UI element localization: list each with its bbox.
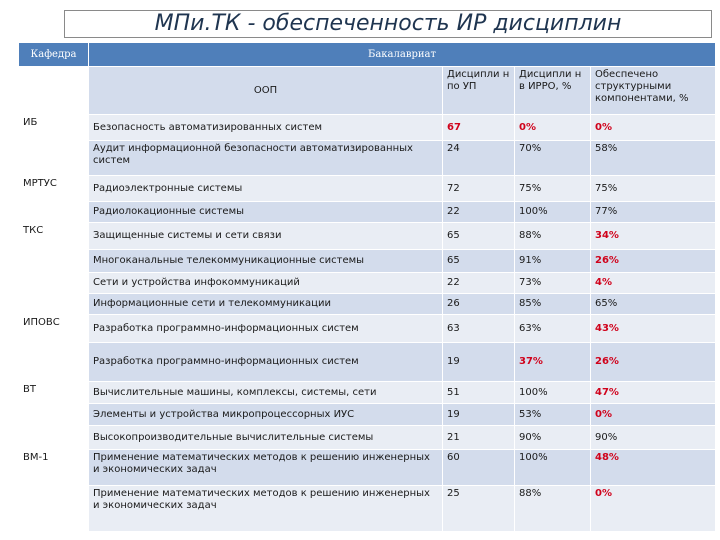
dept-cell: ИБ xyxy=(19,115,89,141)
value-cell: 85% xyxy=(515,294,591,315)
value-cell: 75% xyxy=(591,176,716,202)
value-cell: 88% xyxy=(515,223,591,250)
oop-cell: Сети и устройства инфокоммуникаций xyxy=(89,273,443,294)
oop-cell: Разработка программно-информационных систем xyxy=(89,315,443,343)
table-row xyxy=(19,343,716,382)
value-cell: 19 xyxy=(443,343,515,382)
table-row xyxy=(19,141,716,176)
table-row xyxy=(19,176,716,202)
oop-cell: Многоканальные телекоммуникационные системы xyxy=(89,250,443,273)
value-cell: 63 xyxy=(443,315,515,343)
table-row xyxy=(19,486,716,532)
value-cell: 77% xyxy=(591,202,716,223)
header-col1: Дисципли н по УП xyxy=(443,67,515,115)
value-cell: 70% xyxy=(515,141,591,176)
value-cell: 60 xyxy=(443,450,515,486)
oop-cell: Радиолокационные системы xyxy=(89,202,443,223)
oop-cell: Радиоэлектронные системы xyxy=(89,176,443,202)
table-row xyxy=(19,202,716,223)
value-cell: 19 xyxy=(443,404,515,426)
header-col2: Дисципли н в ИРРО, % xyxy=(515,67,591,115)
value-cell: 90% xyxy=(591,426,716,450)
table-row xyxy=(19,426,716,450)
value-cell: 51 xyxy=(443,382,515,404)
value-cell: 63% xyxy=(515,315,591,343)
value-cell: 65 xyxy=(443,223,515,250)
dept-cell xyxy=(19,273,89,294)
value-cell: 67 xyxy=(443,115,515,141)
value-cell: 34% xyxy=(591,223,716,250)
value-cell: 48% xyxy=(591,450,716,486)
table-row xyxy=(19,223,716,250)
header-col3: Обеспечено структурными компонентами, % xyxy=(591,67,716,115)
oop-cell: Информационные сети и телекоммуникации xyxy=(89,294,443,315)
value-cell: 26 xyxy=(443,294,515,315)
value-cell: 26% xyxy=(591,250,716,273)
header-oop: ООП xyxy=(89,67,443,115)
oop-cell: Разработка программно-информационных систем xyxy=(89,343,443,382)
table-row xyxy=(19,294,716,315)
value-cell: 72 xyxy=(443,176,515,202)
table-row xyxy=(19,315,716,343)
value-cell: 90% xyxy=(515,426,591,450)
oop-cell: Применение математических методов к решению инженерных и экономических задач xyxy=(89,486,443,532)
table-row xyxy=(19,250,716,273)
oop-cell: Аудит информационной безопасности автоматизированных систем xyxy=(89,141,443,176)
dept-cell xyxy=(19,486,89,532)
oop-cell: Применение математических методов к решению инженерных и экономических задач xyxy=(89,450,443,486)
page-title: МПи.ТК - обеспеченность ИР дисциплин xyxy=(64,10,712,38)
table-row xyxy=(19,273,716,294)
header-kafedra: Кафедра xyxy=(19,43,89,67)
value-cell: 65 xyxy=(443,250,515,273)
value-cell: 47% xyxy=(591,382,716,404)
dept-cell: ТКС xyxy=(19,223,89,250)
value-cell: 43% xyxy=(591,315,716,343)
dept-cell xyxy=(19,294,89,315)
dept-cell xyxy=(19,141,89,176)
value-cell: 25 xyxy=(443,486,515,532)
dept-cell xyxy=(19,202,89,223)
oop-cell: Безопасность автоматизированных систем xyxy=(89,115,443,141)
oop-cell: Высокопроизводительные вычислительные системы xyxy=(89,426,443,450)
value-cell: 0% xyxy=(591,404,716,426)
value-cell: 100% xyxy=(515,202,591,223)
value-cell: 100% xyxy=(515,382,591,404)
dept-cell: ВМ-1 xyxy=(19,450,89,486)
value-cell: 37% xyxy=(515,343,591,382)
value-cell: 53% xyxy=(515,404,591,426)
header-bachelor: Бакалавриат xyxy=(89,43,716,67)
value-cell: 100% xyxy=(515,450,591,486)
header-blank xyxy=(19,67,89,115)
table-row xyxy=(19,404,716,426)
value-cell: 21 xyxy=(443,426,515,450)
dept-cell: ИПОВС xyxy=(19,315,89,343)
table-row xyxy=(19,382,716,404)
dept-cell: ВТ xyxy=(19,382,89,404)
dept-cell xyxy=(19,343,89,382)
table-row xyxy=(19,450,716,486)
value-cell: 91% xyxy=(515,250,591,273)
value-cell: 58% xyxy=(591,141,716,176)
oop-cell: Элементы и устройства микропроцессорных ИУС xyxy=(89,404,443,426)
dept-cell xyxy=(19,250,89,273)
value-cell: 26% xyxy=(591,343,716,382)
value-cell: 4% xyxy=(591,273,716,294)
value-cell: 0% xyxy=(591,115,716,141)
dept-cell: МРТУС xyxy=(19,176,89,202)
value-cell: 88% xyxy=(515,486,591,532)
value-cell: 0% xyxy=(515,115,591,141)
table-row xyxy=(19,115,716,141)
dept-cell xyxy=(19,426,89,450)
value-cell: 65% xyxy=(591,294,716,315)
oop-cell: Защищенные системы и сети связи xyxy=(89,223,443,250)
value-cell: 0% xyxy=(591,486,716,532)
dept-cell xyxy=(19,404,89,426)
value-cell: 22 xyxy=(443,202,515,223)
oop-cell: Вычислительные машины, комплексы, системы, сети xyxy=(89,382,443,404)
value-cell: 24 xyxy=(443,141,515,176)
value-cell: 22 xyxy=(443,273,515,294)
disciplines-table xyxy=(18,42,716,532)
value-cell: 75% xyxy=(515,176,591,202)
value-cell: 73% xyxy=(515,273,591,294)
